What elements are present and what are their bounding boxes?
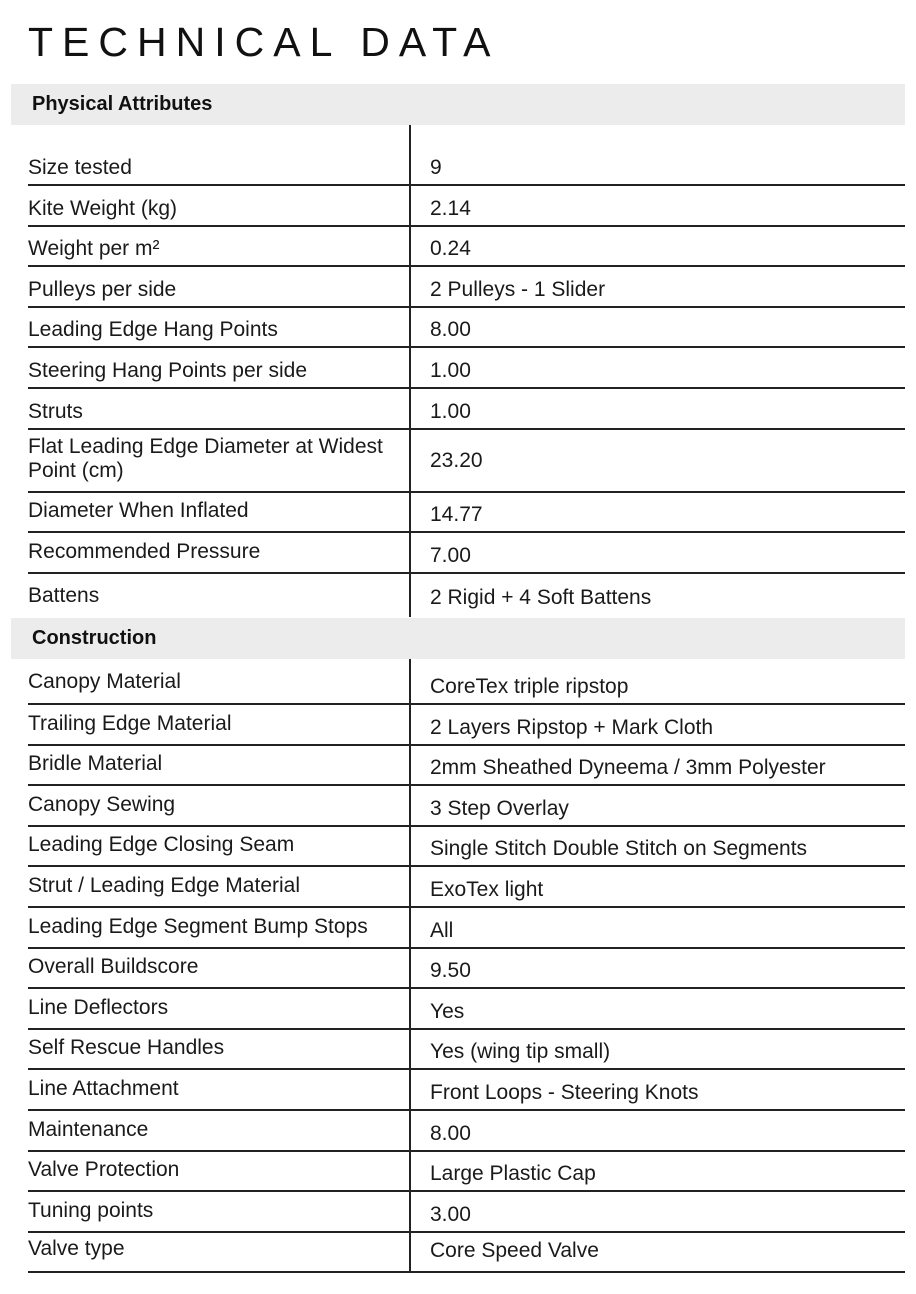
- row-label: Kite Weight (kg): [28, 196, 177, 220]
- physical-attributes-table: [28, 125, 905, 618]
- table-row: [28, 908, 905, 949]
- row-label: Canopy Material: [28, 670, 181, 693]
- row-label: Battens: [28, 583, 100, 607]
- section-header-physical-attributes: Physical Attributes: [11, 84, 905, 125]
- row-value: 2 Layers Ripstop + Mark Cloth: [430, 715, 714, 739]
- row-value: 2 Rigid + 4 Soft Battens: [430, 585, 652, 609]
- row-value: Core Speed Valve: [430, 1239, 599, 1263]
- row-label: Bridle Material: [28, 752, 163, 776]
- row-label: Weight per m²: [28, 237, 160, 261]
- row-value: 2.14: [430, 196, 471, 220]
- row-label: Recommended Pressure: [28, 539, 261, 563]
- row-value: 7.00: [430, 543, 471, 567]
- table-row: [28, 1152, 905, 1193]
- row-value: CoreTex triple ripstop: [430, 675, 629, 698]
- table-row: [28, 705, 905, 746]
- row-label: Canopy Sewing: [28, 792, 176, 816]
- table-row: [28, 1111, 905, 1152]
- row-value: 2 Pulleys - 1 Slider: [430, 277, 606, 301]
- table-row: [28, 867, 905, 908]
- table-row: [28, 533, 905, 574]
- row-value: Yes (wing tip small): [430, 1040, 611, 1064]
- row-value: 2mm Sheathed Dyneema / 3mm Polyester: [430, 756, 826, 780]
- row-label: Overall Buildscore: [28, 955, 199, 979]
- row-label: Self Rescue Handles: [28, 1036, 225, 1060]
- table-row: [28, 125, 905, 186]
- table-row: [28, 949, 905, 990]
- row-label: Diameter When Inflated: [28, 499, 249, 523]
- row-value: 23.20: [430, 448, 483, 472]
- table-row: [28, 227, 905, 268]
- table-row: [28, 348, 905, 389]
- row-label: Valve Protection: [28, 1158, 180, 1182]
- row-value: Front Loops - Steering Knots: [430, 1080, 699, 1104]
- row-value: ExoTex light: [430, 877, 544, 901]
- row-label: Leading Edge Hang Points: [28, 318, 278, 342]
- row-value: 1.00: [430, 399, 471, 423]
- table-row: [28, 989, 905, 1030]
- table-row: [28, 430, 905, 493]
- row-value: 14.77: [430, 503, 483, 527]
- row-label: Strut / Leading Edge Material: [28, 873, 300, 897]
- row-label: Size tested: [28, 156, 132, 179]
- section-header-construction: Construction: [11, 618, 905, 659]
- table-row: [28, 1070, 905, 1111]
- page-title: TECHNICAL DATA: [28, 19, 500, 65]
- row-label: Struts: [28, 399, 83, 423]
- row-label: Maintenance: [28, 1117, 149, 1141]
- row-value: 8.00: [430, 1121, 471, 1145]
- row-value: 0.24: [430, 237, 471, 261]
- row-value: 8.00: [430, 318, 471, 342]
- table-row: [28, 1192, 905, 1233]
- table-row: [28, 186, 905, 227]
- table-row: [28, 267, 905, 308]
- table-row: [28, 786, 905, 827]
- row-label: Steering Hang Points per side: [28, 358, 307, 382]
- row-value: Yes: [430, 999, 465, 1023]
- table-row: [28, 659, 905, 705]
- row-label: Line Deflectors: [28, 995, 169, 1019]
- row-value: Large Plastic Cap: [430, 1162, 596, 1186]
- row-value: 9.50: [430, 959, 471, 983]
- table-row: [28, 493, 905, 534]
- table-row: [28, 1030, 905, 1071]
- row-value: 1.00: [430, 358, 471, 382]
- row-value: 3 Step Overlay: [430, 796, 569, 820]
- table-row: [28, 574, 905, 618]
- row-label: Pulleys per side: [28, 277, 177, 301]
- row-label: Tuning points: [28, 1198, 154, 1222]
- row-label: Leading Edge Segment Bump Stops: [28, 914, 368, 938]
- row-label: Leading Edge Closing Seam: [28, 833, 295, 857]
- row-value: 9: [430, 156, 442, 179]
- row-label: Valve type: [28, 1237, 125, 1261]
- row-label: Flat Leading Edge Diameter at Widest Point (cm): [28, 434, 383, 482]
- row-label: Line Attachment: [28, 1076, 179, 1100]
- table-row: [28, 308, 905, 349]
- table-row: [28, 746, 905, 787]
- row-value: 3.00: [430, 1202, 471, 1226]
- table-row: [28, 827, 905, 868]
- table-row: [28, 389, 905, 430]
- row-label: Trailing Edge Material: [28, 711, 232, 735]
- table-row: [28, 1233, 905, 1274]
- construction-table: [28, 659, 905, 1273]
- row-value: All: [430, 918, 454, 942]
- row-value: Single Stitch Double Stitch on Segments: [430, 837, 808, 861]
